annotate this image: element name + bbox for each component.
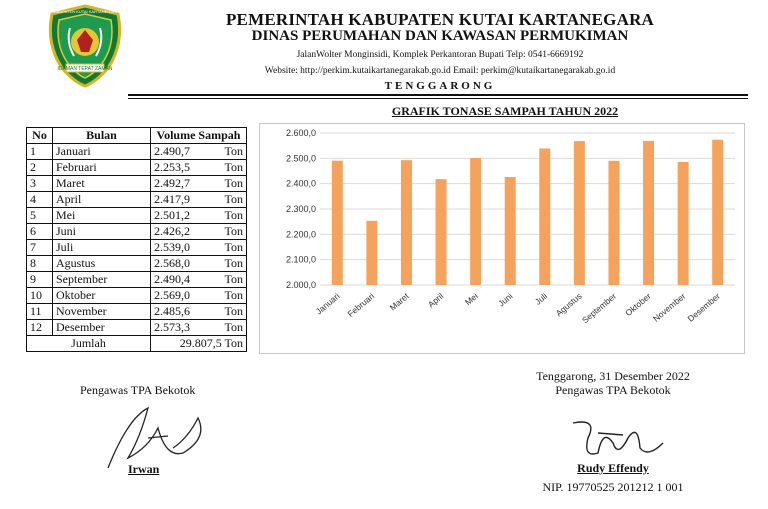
- row-volume-value: 2.501,2: [154, 208, 190, 222]
- row-month: November: [53, 304, 151, 320]
- bar: [539, 148, 550, 285]
- table-row: [27, 192, 247, 208]
- row-volume-unit: Ton: [224, 176, 243, 190]
- row-volume-value: 2.485,6: [154, 304, 190, 318]
- right-signature-name: Rudy Effendy: [577, 461, 649, 475]
- table-row: [27, 224, 247, 240]
- table-row: [27, 144, 247, 160]
- row-volume-unit: Ton: [224, 256, 243, 270]
- left-signature-name: Irwan: [128, 462, 160, 476]
- y-tick-label: 2.300,0: [285, 204, 316, 214]
- total-volume: [151, 336, 247, 352]
- row-month: Juni: [53, 224, 151, 240]
- total-volume-unit: Ton: [224, 336, 243, 350]
- letterhead-website: Website: http://perkim.kutaikartanegarakab.go.id Email: perkim@kutaikartanegarakab.go.id: [264, 66, 616, 76]
- right-signature-role: Pengawas TPA Bekotok: [555, 383, 671, 397]
- row-month: Mei: [53, 208, 151, 224]
- row-volume-unit: Ton: [224, 192, 243, 206]
- row-volume: [151, 256, 247, 272]
- header-month: Bulan: [53, 128, 151, 144]
- x-tick-label: Maret: [387, 290, 411, 313]
- row-month: September: [53, 272, 151, 288]
- row-month: Desember: [53, 320, 151, 336]
- table-row: [27, 240, 247, 256]
- x-tick-label: November: [650, 290, 688, 324]
- bar: [678, 162, 689, 285]
- table-row: [27, 256, 247, 272]
- bar-chart: [260, 124, 744, 353]
- row-volume-unit: Ton: [224, 144, 243, 158]
- row-month: Februari: [53, 160, 151, 176]
- row-volume-unit: Ton: [224, 320, 243, 334]
- x-tick-label: Mei: [462, 290, 480, 308]
- kutai-kartanegara-emblem: [44, 4, 126, 88]
- row-volume-value: 2.492,7: [154, 176, 190, 190]
- right-place-date: Tenggarong, 31 Desember 2022: [536, 369, 690, 383]
- bar: [505, 177, 516, 285]
- bar: [401, 160, 412, 285]
- y-tick-label: 2.400,0: [285, 178, 316, 189]
- table-row: [27, 176, 247, 192]
- row-month: Agustus: [53, 256, 151, 272]
- chart-frame: [259, 123, 745, 354]
- row-volume-value: 2.490,7: [154, 144, 190, 158]
- letterhead-address: JalanWolter Monginsidi, Komplek Perkantoran Bupati Telp: 0541-6669192: [296, 50, 584, 60]
- row-volume-unit: Ton: [224, 304, 243, 318]
- bar: [643, 141, 654, 285]
- left-signature-role: Pengawas TPA Bekotok: [80, 383, 196, 397]
- row-month: Januari: [53, 144, 151, 160]
- header-volume: Volume Sampah: [151, 128, 247, 144]
- row-volume-value: 2.490,4: [154, 272, 190, 286]
- letterhead-rule-thick: [128, 94, 748, 96]
- letterhead-rule-thin: [128, 98, 748, 99]
- bar: [332, 161, 343, 285]
- row-volume-unit: Ton: [224, 240, 243, 254]
- x-tick-label: Februari: [345, 290, 377, 319]
- letterhead-line2: DINAS PERUMAHAN DAN KAWASAN PERMUKIMAN: [251, 28, 629, 44]
- letterhead-city: TENGGARONG: [384, 80, 496, 92]
- total-label: Jumlah: [27, 336, 151, 352]
- bar: [608, 161, 619, 285]
- chart-title: GRAFIK TONASE SAMPAH TAHUN 2022: [391, 104, 619, 118]
- x-tick-label: April: [425, 290, 446, 310]
- row-volume: [151, 160, 247, 176]
- bar: [366, 221, 377, 285]
- right-signature-nip: NIP. 19770525 201212 1 001: [542, 480, 684, 494]
- logo-top-text: KABUPATEN KUTAI KARTANEGARA: [51, 9, 119, 14]
- row-volume: [151, 272, 247, 288]
- row-volume: [151, 288, 247, 304]
- x-tick-label: Juni: [496, 290, 515, 309]
- x-tick-label: Agustus: [553, 290, 584, 319]
- table-row: [27, 272, 247, 288]
- total-row: [27, 336, 247, 352]
- row-month: Maret: [53, 176, 151, 192]
- y-tick-label: 2.500,0: [285, 153, 316, 164]
- row-volume: [151, 192, 247, 208]
- y-tick-label: 2.000,0: [285, 280, 316, 290]
- letterhead-line1: PEMERINTAH KABUPATEN KUTAI KARTANEGARA: [225, 10, 655, 29]
- total-volume-value: 29.807,5: [179, 336, 222, 350]
- row-volume: [151, 304, 247, 320]
- x-tick-label: Januari: [313, 290, 342, 317]
- row-volume: [151, 144, 247, 160]
- table-row: [27, 288, 247, 304]
- bar: [436, 179, 447, 285]
- logo-motto: IDAMAN TEPAT ZAMAN: [57, 66, 113, 72]
- row-no: 4: [27, 192, 53, 208]
- row-no: 8: [27, 256, 53, 272]
- row-volume-unit: Ton: [224, 272, 243, 286]
- x-tick-label: Juli: [532, 290, 550, 307]
- row-volume-unit: Ton: [224, 160, 243, 174]
- y-tick-label: 2.100,0: [285, 254, 316, 265]
- row-volume-value: 2.253,5: [154, 160, 190, 174]
- row-volume-value: 2.569,0: [154, 288, 190, 302]
- row-no: 1: [27, 144, 53, 160]
- x-tick-label: Oktober: [623, 290, 653, 318]
- row-volume-value: 2.573,3: [154, 320, 190, 334]
- row-volume-unit: Ton: [224, 288, 243, 302]
- x-tick-label: Desember: [685, 290, 722, 324]
- row-no: 2: [27, 160, 53, 176]
- row-month: April: [53, 192, 151, 208]
- row-volume: [151, 320, 247, 336]
- row-volume-value: 2.426,2: [154, 224, 190, 238]
- row-no: 11: [27, 304, 53, 320]
- bar: [574, 141, 585, 285]
- row-month: Oktober: [53, 288, 151, 304]
- table-header-row: [27, 128, 247, 144]
- row-no: 9: [27, 272, 53, 288]
- header-no: No: [27, 128, 53, 144]
- y-tick-label: 2.600,0: [285, 128, 316, 138]
- row-no: 10: [27, 288, 53, 304]
- row-volume: [151, 176, 247, 192]
- row-no: 6: [27, 224, 53, 240]
- table-row: [27, 208, 247, 224]
- volume-table: [26, 127, 247, 352]
- row-volume-value: 2.417,9: [154, 192, 190, 206]
- row-volume-unit: Ton: [224, 208, 243, 222]
- y-tick-label: 2.200,0: [285, 229, 316, 240]
- row-no: 5: [27, 208, 53, 224]
- bar: [470, 158, 481, 285]
- x-tick-label: September: [579, 290, 619, 326]
- row-volume: [151, 240, 247, 256]
- table-row: [27, 320, 247, 336]
- table-row: [27, 160, 247, 176]
- row-volume: [151, 208, 247, 224]
- row-no: 7: [27, 240, 53, 256]
- row-no: 12: [27, 320, 53, 336]
- bar: [712, 140, 723, 285]
- row-volume-unit: Ton: [224, 224, 243, 238]
- row-month: Juli: [53, 240, 151, 256]
- row-volume-value: 2.568,0: [154, 256, 190, 270]
- table-row: [27, 304, 247, 320]
- right-signature-scribble: [568, 413, 678, 468]
- row-no: 3: [27, 176, 53, 192]
- row-volume: [151, 224, 247, 240]
- row-volume-value: 2.539,0: [154, 240, 190, 254]
